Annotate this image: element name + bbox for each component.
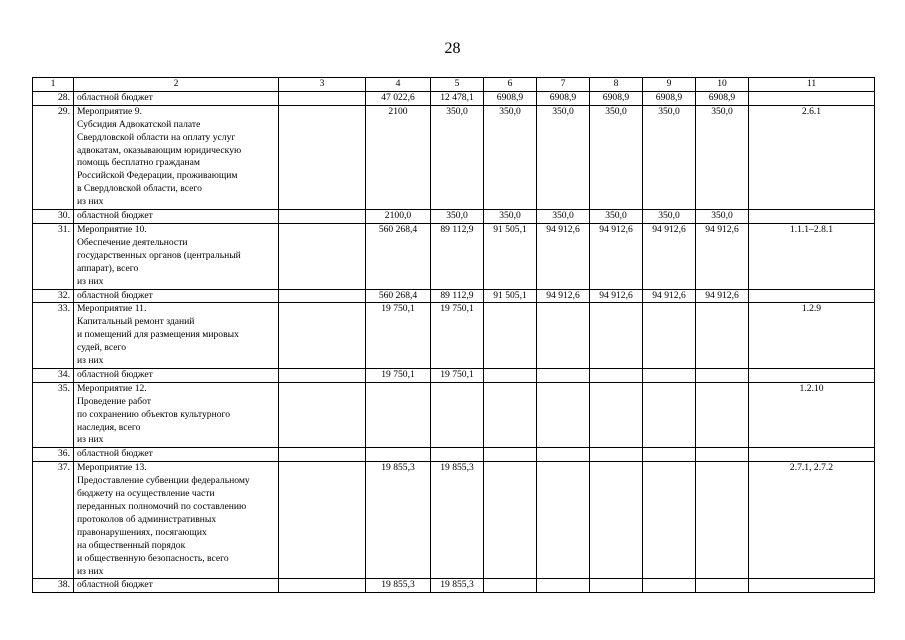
cell-c4: 2100	[366, 105, 431, 209]
cell-c11	[749, 448, 875, 462]
cell-c10	[696, 579, 749, 593]
table-row	[33, 303, 875, 369]
cell-c7	[537, 368, 590, 382]
cell-empty	[279, 448, 366, 462]
cell-c4: 19 855,3	[366, 462, 431, 579]
cell-c10: 350,0	[696, 105, 749, 209]
cell-c7	[537, 448, 590, 462]
cell-c5: 19 750,1	[431, 303, 484, 369]
cell-name: областной бюджет	[74, 579, 279, 593]
table-row	[33, 105, 875, 209]
cell-c8: 350,0	[590, 210, 643, 224]
cell-c8: 94 912,6	[590, 223, 643, 289]
cell-c8	[590, 448, 643, 462]
cell-c11	[749, 368, 875, 382]
cell-name: областной бюджет	[74, 210, 279, 224]
cell-c6: 91 505,1	[484, 289, 537, 303]
cell-c6	[484, 368, 537, 382]
cell-c5	[431, 448, 484, 462]
header-cell: 10	[696, 78, 749, 92]
cell-c4: 19 855,3	[366, 579, 431, 593]
cell-c5	[431, 382, 484, 448]
header-cell: 11	[749, 78, 875, 92]
cell-name: Мероприятие 13. Предоставление субвенции федеральному бюджету на осуществление части переданных полномочий по составлению протоколов об административных правонарушениях, посягающих на общественный порядок и общественную безопасность, всего из них	[74, 462, 279, 579]
cell-name: областной бюджет	[74, 91, 279, 105]
cell-c10	[696, 303, 749, 369]
cell-c6	[484, 579, 537, 593]
cell-empty	[279, 303, 366, 369]
cell-c9: 94 912,6	[643, 289, 696, 303]
cell-name: Мероприятие 10. Обеспечение деятельности государственных органов (центральный аппарат), всего из них	[74, 223, 279, 289]
cell-c9	[643, 579, 696, 593]
cell-c6	[484, 382, 537, 448]
cell-empty	[279, 579, 366, 593]
header-cell: 2	[74, 78, 279, 92]
cell-c9: 6908,9	[643, 91, 696, 105]
cell-num: 32.	[33, 289, 74, 303]
cell-c10: 94 912,6	[696, 223, 749, 289]
cell-c5: 19 855,3	[431, 462, 484, 579]
cell-c4: 19 750,1	[366, 303, 431, 369]
header-cell: 7	[537, 78, 590, 92]
cell-num: 36.	[33, 448, 74, 462]
cell-c11	[749, 210, 875, 224]
cell-c5: 12 478,1	[431, 91, 484, 105]
cell-c11: 2.7.1, 2.7.2	[749, 462, 875, 579]
table-header-row	[33, 78, 875, 92]
cell-c8	[590, 368, 643, 382]
cell-num: 35.	[33, 382, 74, 448]
cell-c6: 350,0	[484, 105, 537, 209]
header-cell: 4	[366, 78, 431, 92]
cell-c7	[537, 382, 590, 448]
cell-c11: 1.2.9	[749, 303, 875, 369]
header-cell: 3	[279, 78, 366, 92]
cell-c6	[484, 303, 537, 369]
cell-c11	[749, 289, 875, 303]
cell-c4: 560 268,4	[366, 223, 431, 289]
table-row	[33, 448, 875, 462]
cell-num: 30.	[33, 210, 74, 224]
cell-c11: 1.2.10	[749, 382, 875, 448]
header-cell: 6	[484, 78, 537, 92]
cell-num: 34.	[33, 368, 74, 382]
cell-c4	[366, 448, 431, 462]
header-cell: 5	[431, 78, 484, 92]
cell-empty	[279, 289, 366, 303]
cell-empty	[279, 223, 366, 289]
cell-name: областной бюджет	[74, 448, 279, 462]
cell-num: 29.	[33, 105, 74, 209]
cell-empty	[279, 210, 366, 224]
cell-c10	[696, 382, 749, 448]
table-row	[33, 91, 875, 105]
cell-num: 37.	[33, 462, 74, 579]
cell-c7: 350,0	[537, 210, 590, 224]
cell-c7: 350,0	[537, 105, 590, 209]
table-row	[33, 289, 875, 303]
cell-empty	[279, 368, 366, 382]
cell-c5: 350,0	[431, 105, 484, 209]
cell-empty	[279, 382, 366, 448]
cell-c7	[537, 462, 590, 579]
table-row	[33, 382, 875, 448]
header-cell: 9	[643, 78, 696, 92]
cell-num: 31.	[33, 223, 74, 289]
cell-c8	[590, 303, 643, 369]
cell-c8	[590, 579, 643, 593]
cell-name: Мероприятие 11. Капитальный ремонт зданий и помещений для размещения мировых судей, всего из них	[74, 303, 279, 369]
cell-num: 38.	[33, 579, 74, 593]
cell-c7	[537, 579, 590, 593]
cell-c8	[590, 462, 643, 579]
cell-c6: 6908,9	[484, 91, 537, 105]
cell-c10	[696, 448, 749, 462]
cell-c6: 350,0	[484, 210, 537, 224]
cell-name: Мероприятие 12. Проведение работ по сохранению объектов культурного наследия, всего из них	[74, 382, 279, 448]
cell-c9	[643, 303, 696, 369]
cell-c8: 94 912,6	[590, 289, 643, 303]
cell-name: областной бюджет	[74, 289, 279, 303]
cell-num: 33.	[33, 303, 74, 369]
cell-c9	[643, 448, 696, 462]
cell-c9	[643, 368, 696, 382]
cell-empty	[279, 105, 366, 209]
cell-empty	[279, 91, 366, 105]
cell-c7	[537, 303, 590, 369]
cell-empty	[279, 462, 366, 579]
cell-c6	[484, 448, 537, 462]
table-row	[33, 462, 875, 579]
cell-name: областной бюджет	[74, 368, 279, 382]
cell-c9: 350,0	[643, 210, 696, 224]
cell-c10	[696, 462, 749, 579]
cell-num: 28.	[33, 91, 74, 105]
cell-c7: 94 912,6	[537, 289, 590, 303]
cell-c9: 350,0	[643, 105, 696, 209]
cell-c9: 94 912,6	[643, 223, 696, 289]
cell-c11: 2.6.1	[749, 105, 875, 209]
cell-c4: 47 022,6	[366, 91, 431, 105]
table-row	[33, 579, 875, 593]
cell-c4: 19 750,1	[366, 368, 431, 382]
table-row	[33, 223, 875, 289]
cell-c10: 94 912,6	[696, 289, 749, 303]
cell-c7: 94 912,6	[537, 223, 590, 289]
budget-table	[32, 77, 875, 593]
cell-c5: 19 855,3	[431, 579, 484, 593]
cell-c10: 6908,9	[696, 91, 749, 105]
table-row	[33, 210, 875, 224]
cell-c4: 560 268,4	[366, 289, 431, 303]
header-cell: 8	[590, 78, 643, 92]
cell-c9	[643, 382, 696, 448]
cell-c5: 89 112,9	[431, 289, 484, 303]
cell-c8: 350,0	[590, 105, 643, 209]
cell-c11	[749, 579, 875, 593]
cell-c10	[696, 368, 749, 382]
cell-c9	[643, 462, 696, 579]
table-row	[33, 368, 875, 382]
cell-c11	[749, 91, 875, 105]
cell-c5: 350,0	[431, 210, 484, 224]
cell-name: Мероприятие 9. Субсидия Адвокатской палате Свердловской области на оплату услуг адвокатам, оказывающим юридическую помощь бесплатно гражданам Российской Федерации, проживающим в Свердловской области, всего из них	[74, 105, 279, 209]
cell-c11: 1.1.1–2.8.1	[749, 223, 875, 289]
cell-c8: 6908,9	[590, 91, 643, 105]
cell-c4: 2100,0	[366, 210, 431, 224]
cell-c8	[590, 382, 643, 448]
cell-c6	[484, 462, 537, 579]
cell-c7: 6908,9	[537, 91, 590, 105]
cell-c4	[366, 382, 431, 448]
cell-c5: 19 750,1	[431, 368, 484, 382]
cell-c6: 91 505,1	[484, 223, 537, 289]
cell-c5: 89 112,9	[431, 223, 484, 289]
header-cell: 1	[33, 78, 74, 92]
cell-c10: 350,0	[696, 210, 749, 224]
page-number: 28	[444, 40, 461, 57]
